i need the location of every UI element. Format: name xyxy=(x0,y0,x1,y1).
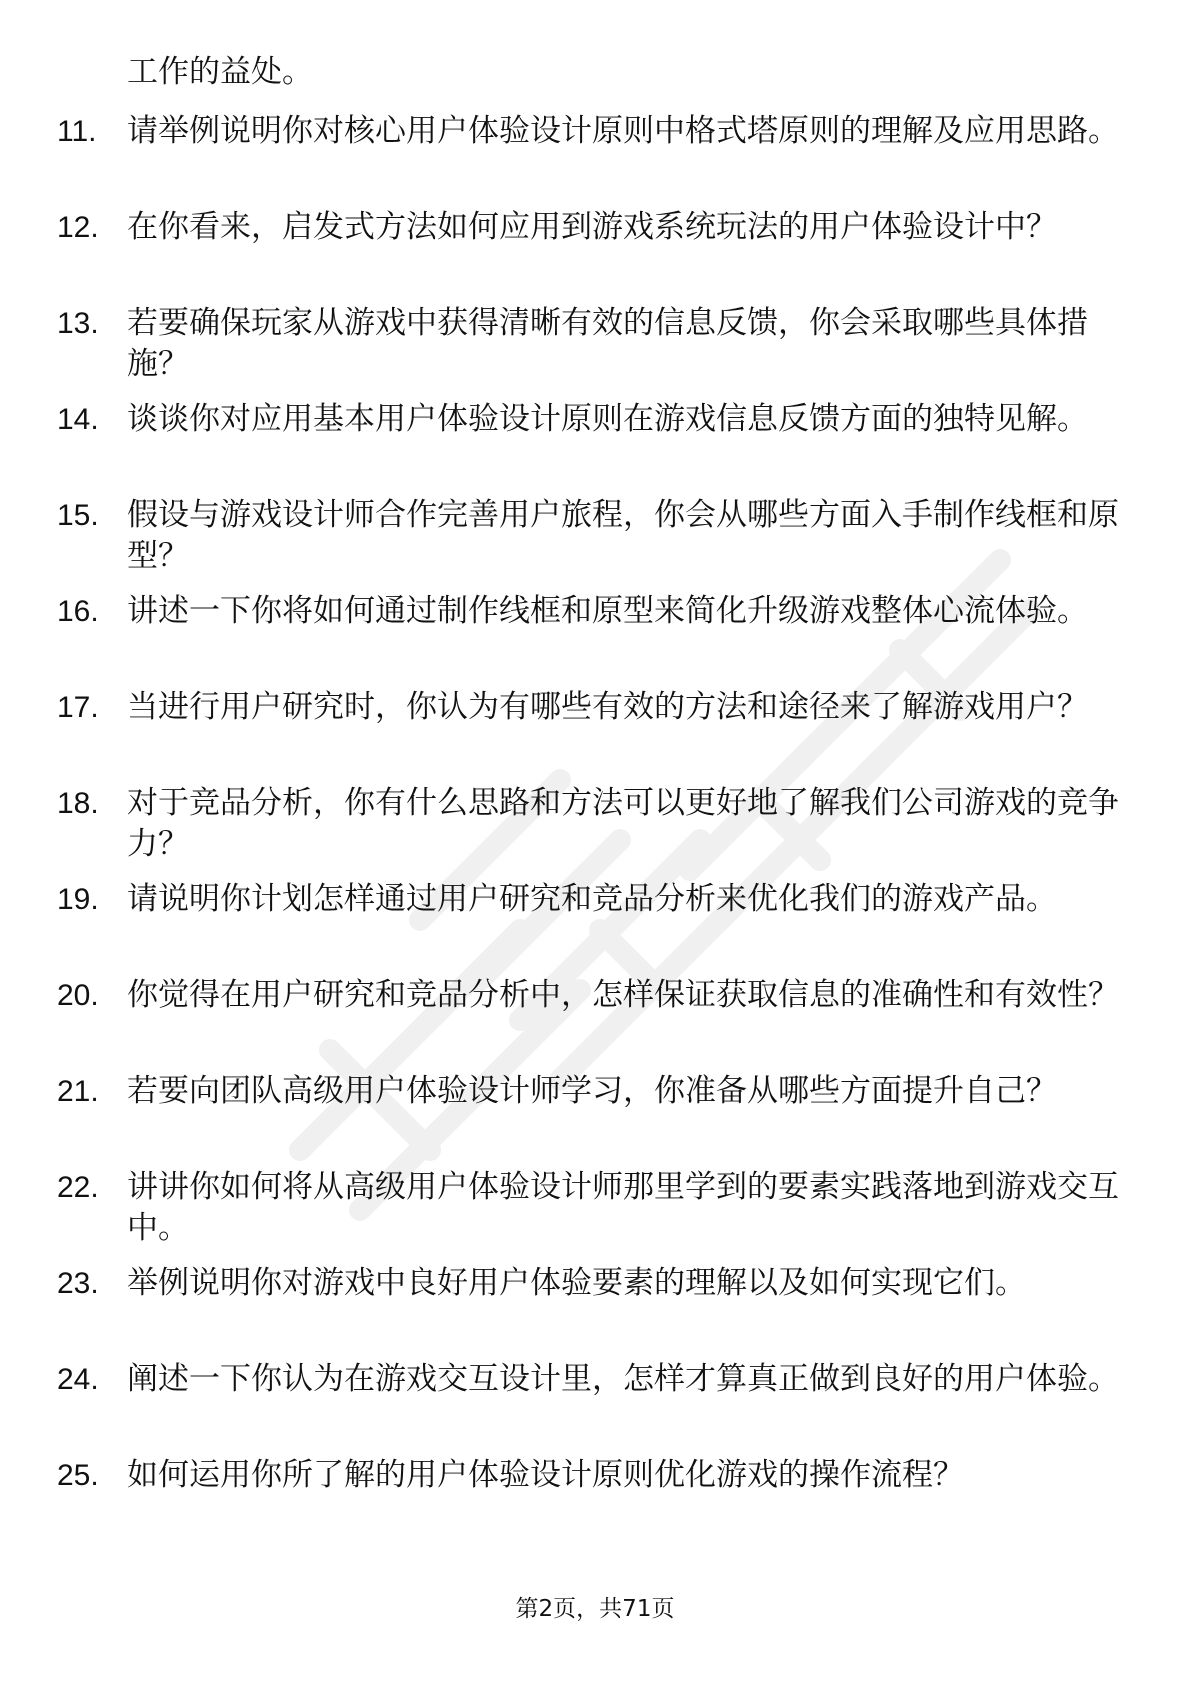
list-item xyxy=(0,1071,1190,1161)
item-text: 对于竞品分析，你有什么思路和方法可以更好地了解我们公司游戏的竞争力？ xyxy=(127,785,1119,862)
list-item xyxy=(0,207,1190,297)
list-item xyxy=(0,975,1190,1065)
item-number: 18. xyxy=(57,787,99,820)
list-item xyxy=(0,1263,1190,1353)
item-text: 举例说明你对游戏中良好用户体验要素的理解以及如何实现它们。 xyxy=(127,1265,1026,1301)
item-text: 讲讲你如何将从高级用户体验设计师那里学到的要素实践落地到游戏交互中。 xyxy=(127,1169,1119,1246)
item-text: 讲述一下你将如何通过制作线框和原型来简化升级游戏整体心流体验。 xyxy=(127,593,1088,629)
list-item xyxy=(0,687,1190,777)
list-item xyxy=(0,1167,1190,1257)
page-footer: 第2页，共71页 xyxy=(515,1596,675,1622)
item-number: 12. xyxy=(57,211,99,244)
item-number: 16. xyxy=(57,595,99,628)
item-text: 请举例说明你对核心用户体验设计原则中格式塔原则的理解及应用思路。 xyxy=(127,113,1119,149)
item-number: 19. xyxy=(57,883,99,916)
item-text: 在你看来，启发式方法如何应用到游戏系统玩法的用户体验设计中？ xyxy=(127,209,1057,245)
item-text: 如何运用你所了解的用户体验设计原则优化游戏的操作流程？ xyxy=(127,1457,964,1493)
item-text: 谈谈你对应用基本用户体验设计原则在游戏信息反馈方面的独特见解。 xyxy=(127,401,1088,437)
item-number: 22. xyxy=(57,1171,99,1204)
item-number: 21. xyxy=(57,1075,99,1108)
item-number: 15. xyxy=(57,499,99,532)
item-text: 当进行用户研究时，你认为有哪些有效的方法和途径来了解游戏用户？ xyxy=(127,689,1088,725)
item-number: 20. xyxy=(57,979,99,1012)
item-text: 你觉得在用户研究和竞品分析中，怎样保证获取信息的准确性和有效性？ xyxy=(127,977,1119,1013)
list-item xyxy=(0,783,1190,873)
item-number: 14. xyxy=(57,403,99,436)
list-item xyxy=(0,591,1190,681)
item-text: 若要向团队高级用户体验设计师学习，你准备从哪些方面提升自己？ xyxy=(127,1073,1057,1109)
list-item xyxy=(0,495,1190,585)
item-text: 若要确保玩家从游戏中获得清晰有效的信息反馈，你会采取哪些具体措施？ xyxy=(127,305,1088,382)
list-item xyxy=(0,1359,1190,1449)
item-number: 17. xyxy=(57,691,99,724)
item-number: 23. xyxy=(57,1267,99,1300)
list-item xyxy=(0,111,1190,201)
continuation-text: 工作的益处。 xyxy=(127,54,313,90)
item-number: 13. xyxy=(57,307,99,340)
item-text: 假设与游戏设计师合作完善用户旅程，你会从哪些方面入手制作线框和原型？ xyxy=(127,497,1119,574)
list-item xyxy=(0,399,1190,489)
list-item xyxy=(0,1455,1190,1545)
list-item xyxy=(0,303,1190,393)
item-text: 阐述一下你认为在游戏交互设计里，怎样才算真正做到良好的用户体验。 xyxy=(127,1361,1119,1397)
item-number: 24. xyxy=(57,1363,99,1396)
list-item xyxy=(0,879,1190,969)
item-number: 25. xyxy=(57,1459,99,1492)
item-text: 请说明你计划怎样通过用户研究和竞品分析来优化我们的游戏产品。 xyxy=(127,881,1057,917)
item-number: 11. xyxy=(57,115,97,148)
